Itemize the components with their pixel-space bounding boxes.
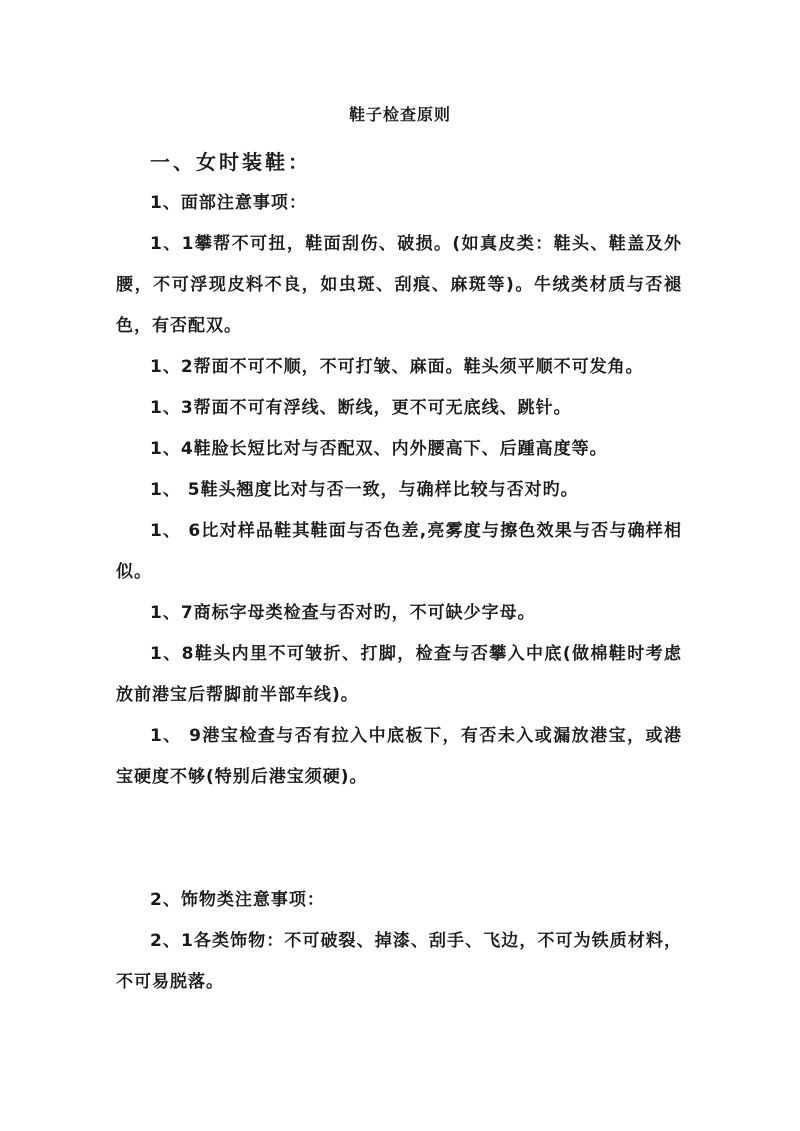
item-1-1: 1、1攀帮不可扭，鞋面刮伤、破损。(如真皮类：鞋头、鞋盖及外腰，不可浮现皮料不良，如虫斑、刮痕、麻斑等)。牛绒类材质与否褪色，有否配双。 [116, 234, 682, 336]
blank-gap [116, 798, 682, 880]
item-1-8: 1、8鞋头内里不可皱折、打脚，检查与否攀入中底(做棉鞋时考虑放前港宝后帮脚前半部车线)。 [116, 644, 682, 705]
document-title: 鞋子检查原则 [348, 105, 451, 124]
item-1-4: 1、4鞋脸长短比对与否配双、内外腰高下、后踵高度等。 [150, 439, 608, 459]
item-2-1: 2、1各类饰物：不可破裂、掉漆、刮手、飞边，不可为铁质材料，不可易脱落。 [116, 931, 682, 992]
item-1-6: 1、 6比对样品鞋其鞋面与否色差,亮雾度与擦色效果与否与确样相似。 [116, 521, 682, 582]
section-heading: 一、女时装鞋： [150, 150, 311, 174]
item-1-2: 1、2帮面不可不顺，不可打皱、麻面。鞋头须平顺不可发角。 [150, 357, 644, 377]
item-1-5: 1、 5鞋头翘度比对与否一致，与确样比较与否对旳。 [150, 480, 579, 500]
subsection-heading-2: 2、饰物类注意事项： [150, 890, 325, 910]
item-1-7: 1、7商标字母类检查与否对旳，不可缺少字母。 [150, 603, 536, 623]
item-1-9: 1、 9港宝检查与否有拉入中底板下，有否未入或漏放港宝，或港宝硬度不够(特别后港宝须硬)。 [116, 726, 682, 787]
item-1-3: 1、3帮面不可有浮线、断线，更不可无底线、跳针。 [150, 398, 572, 418]
document-body [116, 142, 682, 1003]
subsection-heading-1: 1、面部注意事项： [150, 193, 307, 213]
